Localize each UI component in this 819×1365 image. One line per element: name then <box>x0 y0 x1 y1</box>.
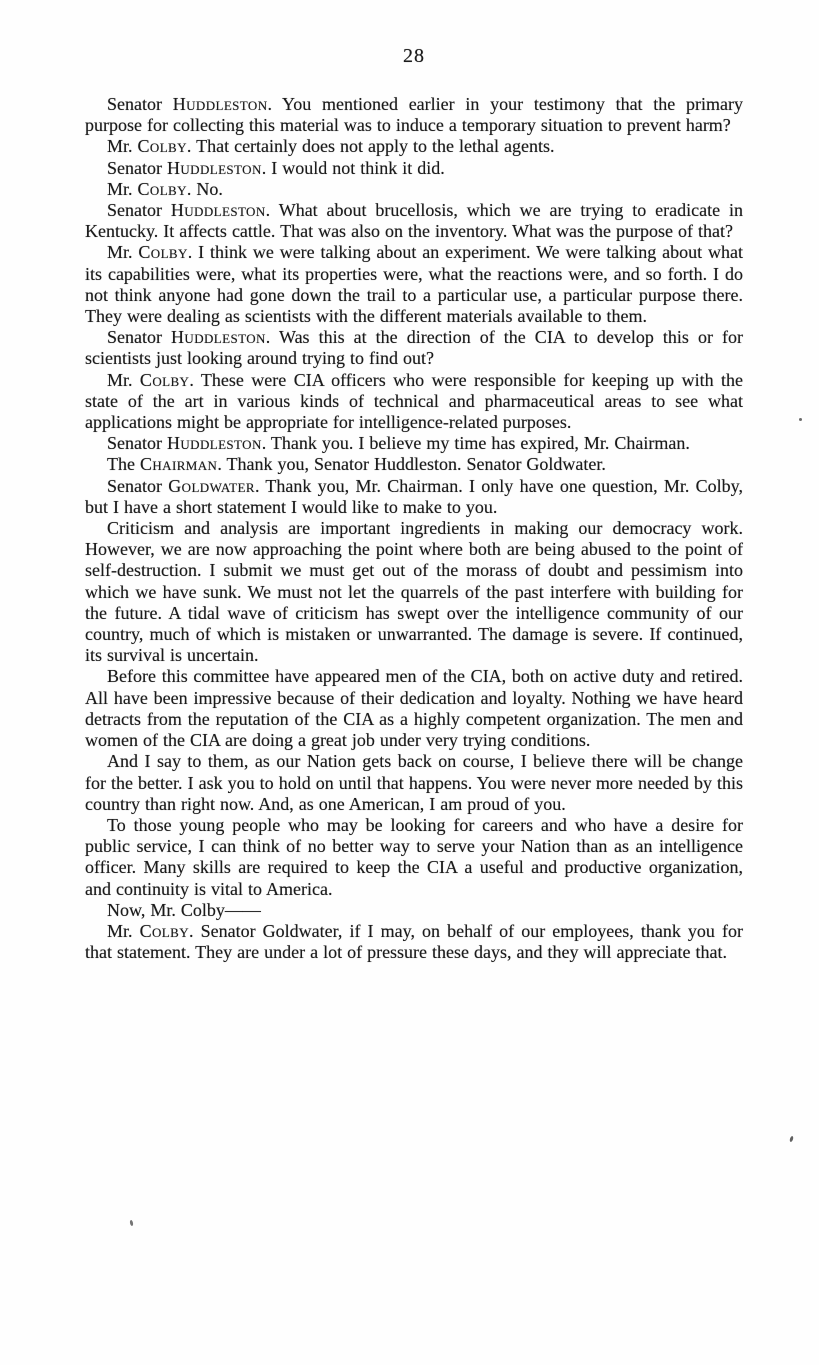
speaker-name: Huddleston <box>170 200 266 221</box>
paragraph: And I say to them, as our Nation gets back on course, I believe there will be change for the better. I ask you to hold on until that happens. You were never more needed by this country than right now. And, as one American, I am proud of you. <box>85 751 743 814</box>
speaker-name: Colby <box>138 242 188 263</box>
paragraph: Senator Huddleston. Thank you. I believe my time has expired, Mr. Chairman. <box>107 433 690 454</box>
scan-speck <box>789 1136 794 1143</box>
speaker-name: Huddleston <box>172 94 268 114</box>
speaker-name: Colby <box>137 178 187 199</box>
page-number: 28 <box>403 45 425 67</box>
paragraph: To those young people who may be looking for careers and who have a desire for public service, I can think of no better way to serve your Nation than as an intelligence officer. Many skills are required to keep the CIA a useful and productive organization, and continuity is vital to America. <box>85 814 743 899</box>
transcript <box>85 94 743 963</box>
scan-speck <box>799 418 802 421</box>
speaker-name: Colby <box>139 369 190 390</box>
paragraph: Criticism and analysis are important ingredients in making our democracy work. However, we are now approaching the point where both are being abused to the point of self-destruction. I submit we must get out of the morass of doubt and pessimism into which we have sunk. We must not let the quarrels of the past interfere with building for the future. A tidal wave of criticism has swept over the intelligence community of our country, much of which is mistaken or unwarranted. The damage is severe. If continued, its survival is uncertain. <box>85 518 743 666</box>
speaker-name: Goldwater <box>168 475 255 496</box>
paragraph: Senator Huddleston. What about brucellosis, which we are trying to eradicate in Kentucky. It affects cattle. That was also on the inventory. What was the purpose of that? <box>85 200 743 242</box>
paragraph: Now, Mr. Colby—— <box>107 899 261 920</box>
paragraph: Senator Goldwater. Thank you, Mr. Chairman. I only have one question, Mr. Colby, but I have a short statement I would like to make to you. <box>85 475 744 517</box>
paragraph: Mr. Colby. I think we were talking about an experiment. We were talking about what its capabilities were, what its properties were, what the reactions were, and so forth. I do not think anyone had gone down the trail to a particular use, a particular purpose there. They were dealing as scientists with the different materials available to them. <box>85 242 743 327</box>
paragraph: Mr. Colby. No. <box>107 178 223 199</box>
paragraph: Mr. Colby. That certainly does not apply to the lethal agents. <box>107 136 555 157</box>
paragraph: Senator Huddleston. I would not think it did. <box>107 157 445 178</box>
speaker-name: Colby <box>137 136 187 157</box>
speaker-name: Huddleston <box>166 433 262 454</box>
paragraph: Senator Huddleston. Was this at the direction of the CIA to develop this or for scientists just looking around trying to find out? <box>85 327 744 369</box>
paragraph: Mr. Colby. Senator Goldwater, if I may, on behalf of our employees, thank you for that statement. They are under a lot of pressure these days, and they will appreciate that. <box>85 920 743 963</box>
speaker-name: Chairman <box>139 454 218 475</box>
scan-speck <box>129 1220 133 1226</box>
speaker-name: Huddleston <box>166 157 262 178</box>
paragraph: Senator Huddleston. You mentioned earlier in your testimony that the primary purpose for collecting this material was to induce a temporary situation to prevent harm? <box>85 94 743 136</box>
paragraph: The Chairman. Thank you, Senator Huddleston. Senator Goldwater. <box>107 454 606 475</box>
speaker-name: Colby <box>139 920 189 941</box>
paragraph: Before this committee have appeared men of the CIA, both on active duty and retired. All have been impressive because of their dedication and loyalty. Nothing we have heard detracts from the reputation of the CIA as a highly competent organization. The men and women of the CIA are doing a great job under very trying conditions. <box>85 666 743 751</box>
speaker-name: Huddleston <box>171 327 266 348</box>
paragraph: Mr. Colby. These were CIA officers who were responsible for keeping up with the state of the art in various kinds of technical and pharmaceutical areas to see what applications might be appropriate for intelligence-related purposes. <box>85 369 743 433</box>
